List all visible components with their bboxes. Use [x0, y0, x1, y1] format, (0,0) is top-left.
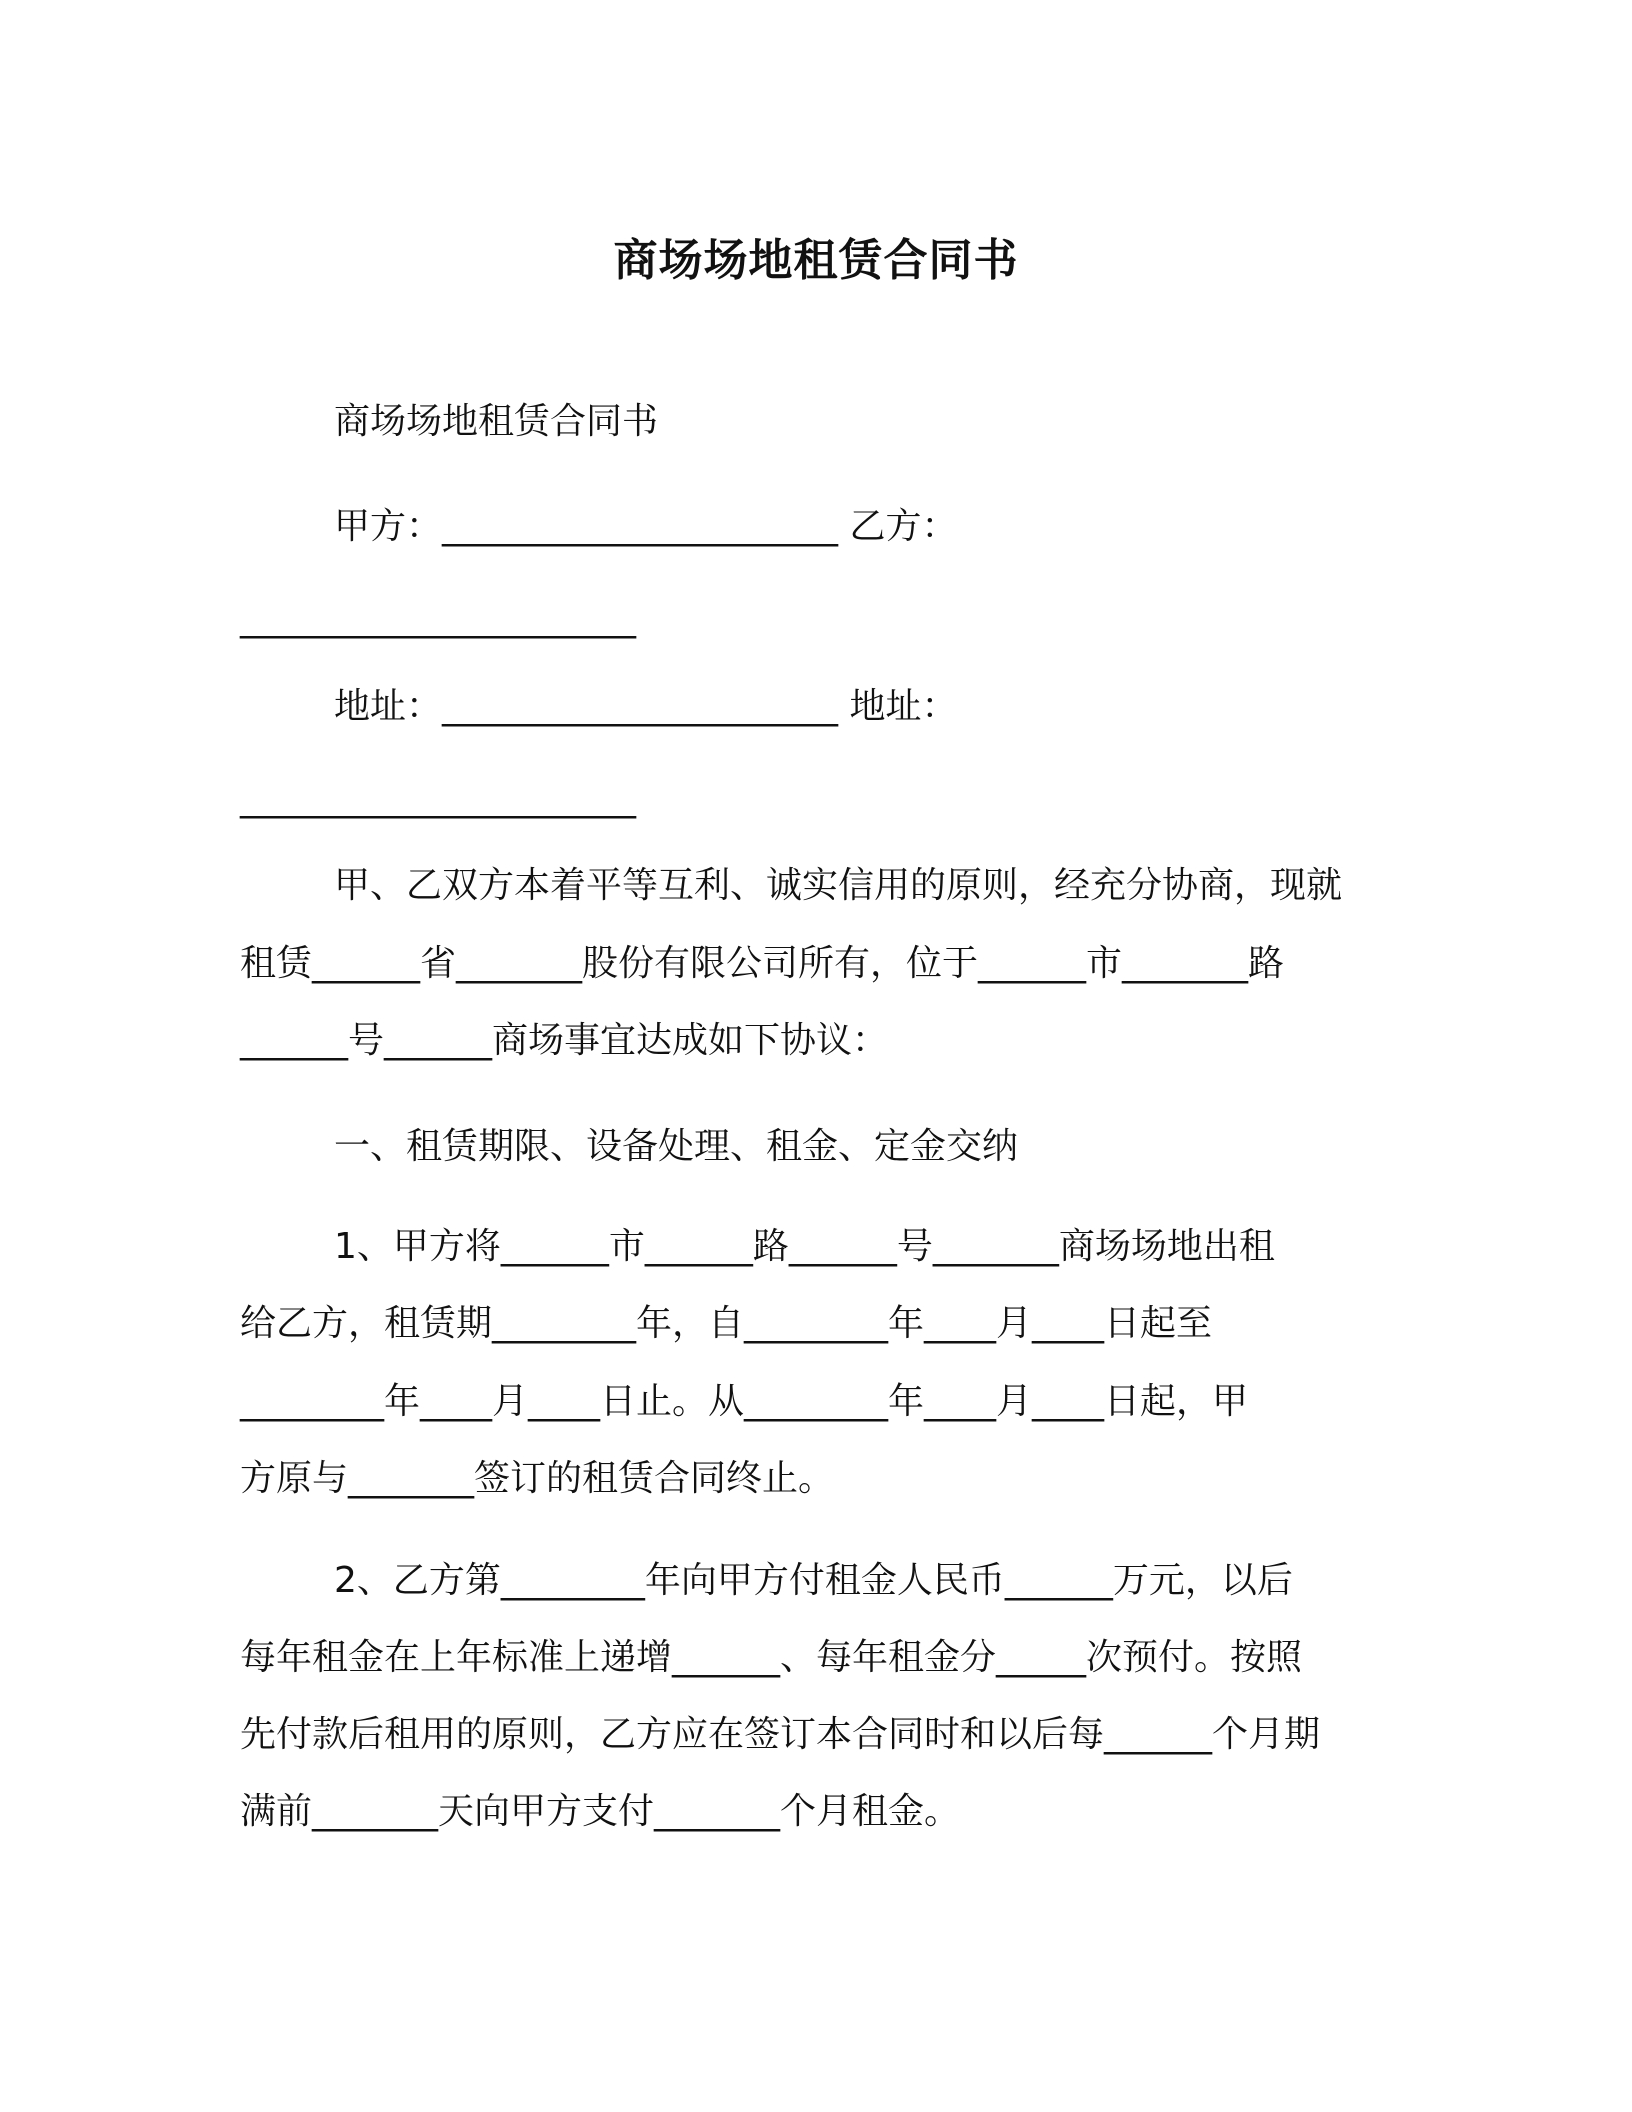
- clause-1-line-4: 方原与_______签订的租赁合同终止。: [240, 1458, 835, 1499]
- document-title: 商场场地租赁合同书: [613, 235, 1019, 286]
- clause-2-line-4: 满前_______天向甲方支付_______个月租金。: [240, 1791, 961, 1832]
- preamble-line-3: ______号______商场事宜达成如下协议：: [240, 1020, 889, 1061]
- address-blank-line: ______________________: [240, 778, 636, 819]
- clause-1-line-1: 1、甲方将______市______路______号_______商场场地出租: [334, 1226, 1275, 1267]
- subtitle-line: 商场场地租赁合同书: [334, 401, 659, 442]
- preamble-line-2: 租赁______省_______股份有限公司所有，位于______市_______路: [240, 943, 1285, 984]
- clause-2-line-3: 先付款后租用的原则，乙方应在签订本合同时和以后每______个月期: [240, 1714, 1321, 1755]
- clause-1-line-2: 给乙方，租赁期________年，自________年____月____日起至: [240, 1303, 1213, 1344]
- clause-2-line-2: 每年租金在上年标准上递增______、每年租金分_____次预付。按照: [240, 1637, 1303, 1678]
- clause-2-line-1: 2、乙方第________年向甲方付租金人民币______万元，以后: [334, 1560, 1293, 1601]
- section-heading-1: 一、租赁期限、设备处理、租金、定金交纳: [334, 1126, 1019, 1167]
- preamble-line-1: 甲、乙双方本着平等互利、诚实信用的原则，经充分协商，现就: [334, 865, 1343, 906]
- address-line: 地址：______________________ 地址：: [334, 686, 958, 727]
- party-a-line: 甲方：______________________ 乙方：: [334, 506, 958, 547]
- clause-1-line-3: ________年____月____日止。从________年____月____日起，甲: [240, 1381, 1249, 1422]
- party-b-blank-line: ______________________: [240, 598, 636, 639]
